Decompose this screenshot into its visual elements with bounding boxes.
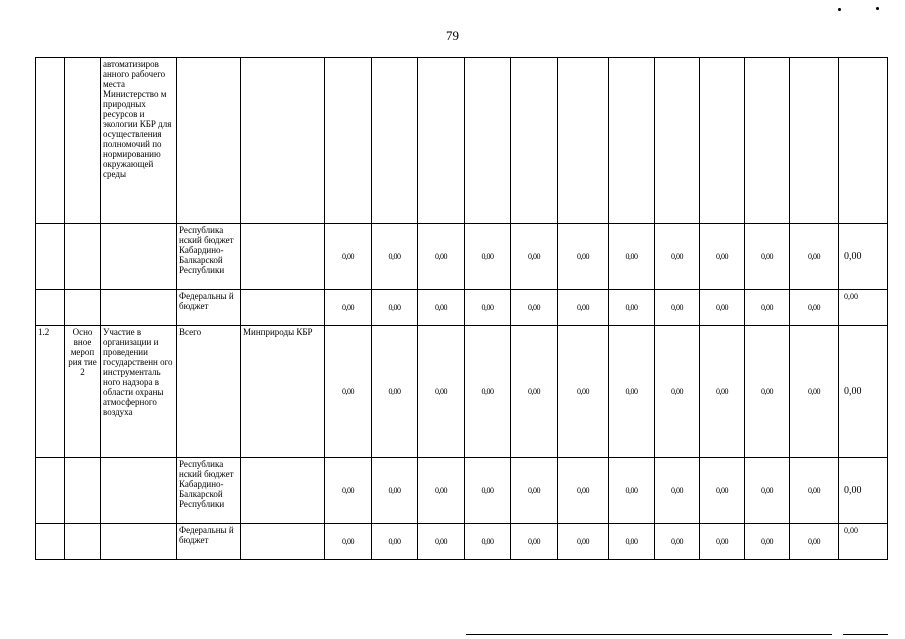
value-cell: 0,00 [511,524,558,560]
row-number-cell [36,224,65,290]
value-cell: 0,00 [325,458,372,524]
value-cell: 0,00 [511,290,558,326]
value-cell: 0,00 [372,524,418,560]
value-cell: 0,00 [418,326,465,458]
value-cell: 0,00 [745,326,790,458]
table-row [36,326,888,458]
value-cell: 0,00 [558,458,609,524]
value-cell: 0,00 [700,524,745,560]
row-type-cell [65,58,101,224]
value-cell: 0,00 [465,524,511,560]
value-cell: 0,00 [790,290,839,326]
funding-source-cell: Республика нский бюджет Кабардино-Балкарской Республики [177,458,241,524]
value-cell: 0,00 [745,458,790,524]
value-cell: 0,00 [465,326,511,458]
value-cell: 0,00 [325,326,372,458]
footer-line [466,634,832,635]
funding-source-cell: Федеральны й бюджет [177,290,241,326]
value-cell: 0,00 [465,458,511,524]
executor-cell [241,290,325,326]
funding-source-cell: Всего [177,326,241,458]
table-row [36,58,888,224]
row-number-cell [36,524,65,560]
value-cell [790,58,839,224]
value-cell [609,58,655,224]
table-row [36,524,888,560]
total-cell: 0,00 [839,326,888,458]
row-type-cell [65,458,101,524]
value-cell: 0,00 [700,224,745,290]
funding-source-cell: Республика нский бюджет Кабардино-Балкарской Республики [177,224,241,290]
value-cell: 0,00 [745,524,790,560]
value-cell: 0,00 [511,326,558,458]
value-cell: 0,00 [511,224,558,290]
executor-cell [241,58,325,224]
value-cell: 0,00 [700,458,745,524]
value-cell: 0,00 [418,290,465,326]
value-cell: 0,00 [418,524,465,560]
scan-speck [838,8,841,11]
value-cell [558,58,609,224]
value-cell: 0,00 [465,224,511,290]
value-cell: 0,00 [700,326,745,458]
total-cell: 0,00 [839,290,888,326]
value-cell: 0,00 [790,326,839,458]
total-cell: 0,00 [839,458,888,524]
row-name-cell [101,290,177,326]
row-number-cell [36,290,65,326]
table-row [36,224,888,290]
value-cell: 0,00 [655,524,700,560]
value-cell: 0,00 [372,458,418,524]
footer-line [843,634,888,635]
value-cell: 0,00 [558,290,609,326]
value-cell [700,58,745,224]
value-cell: 0,00 [655,458,700,524]
value-cell [655,58,700,224]
value-cell: 0,00 [655,224,700,290]
table-row [36,458,888,524]
total-cell: 0,00 [839,524,888,560]
value-cell: 0,00 [325,524,372,560]
value-cell [511,58,558,224]
row-name-cell [101,224,177,290]
value-cell: 0,00 [609,290,655,326]
value-cell: 0,00 [609,224,655,290]
value-cell [745,58,790,224]
value-cell [418,58,465,224]
value-cell: 0,00 [558,524,609,560]
executor-cell [241,524,325,560]
value-cell: 0,00 [790,524,839,560]
row-number-cell [36,458,65,524]
value-cell [372,58,418,224]
value-cell [325,58,372,224]
value-cell: 0,00 [372,326,418,458]
value-cell: 0,00 [558,326,609,458]
total-cell [839,58,888,224]
scan-speck [876,7,879,10]
value-cell: 0,00 [790,458,839,524]
row-name-cell [101,458,177,524]
row-name-cell [101,524,177,560]
value-cell: 0,00 [745,224,790,290]
value-cell [465,58,511,224]
budget-table [35,57,888,560]
value-cell: 0,00 [418,458,465,524]
value-cell: 0,00 [325,290,372,326]
value-cell: 0,00 [655,326,700,458]
value-cell: 0,00 [372,224,418,290]
value-cell: 0,00 [465,290,511,326]
row-number-cell: 1.2 [36,326,65,458]
value-cell: 0,00 [418,224,465,290]
page-number: 79 [446,28,459,43]
row-number-cell [36,58,65,224]
executor-cell [241,224,325,290]
row-name-cell: Участие в организации и проведении государственн ого инструменталь ного надзора в области охраны атмосферного воздуха [101,326,177,458]
total-cell: 0,00 [839,224,888,290]
value-cell: 0,00 [511,458,558,524]
row-name-cell: автоматизиров анного рабочего места Министерство м природных ресурсов и экологии КБР для осуществления полномочий по нормированию окружающей среды [101,58,177,224]
table-row [36,290,888,326]
value-cell: 0,00 [700,290,745,326]
row-type-cell: Осно вное мероп рия тие 2 [65,326,101,458]
value-cell: 0,00 [655,290,700,326]
value-cell: 0,00 [609,326,655,458]
value-cell: 0,00 [558,224,609,290]
value-cell: 0,00 [609,458,655,524]
executor-cell [241,458,325,524]
value-cell: 0,00 [609,524,655,560]
row-type-cell [65,524,101,560]
row-type-cell [65,224,101,290]
executor-cell: Минприроды КБР [241,326,325,458]
value-cell: 0,00 [325,224,372,290]
funding-source-cell: Федеральны й бюджет [177,524,241,560]
value-cell: 0,00 [372,290,418,326]
row-type-cell [65,290,101,326]
value-cell: 0,00 [745,290,790,326]
funding-source-cell [177,58,241,224]
value-cell: 0,00 [790,224,839,290]
